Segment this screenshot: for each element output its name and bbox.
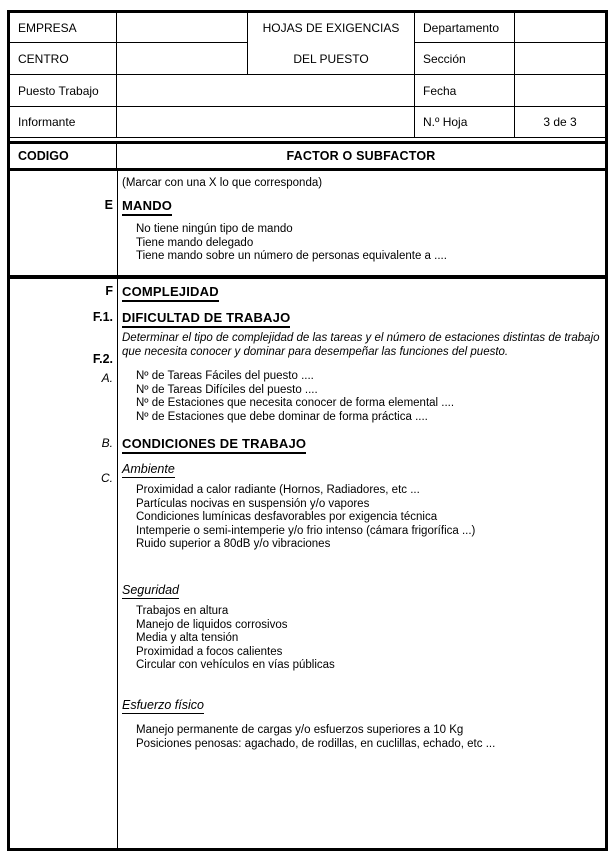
mando-item: Tiene mando sobre un número de personas equivalente a .... — [136, 250, 447, 262]
ambiente-item: Partículas nocivas en suspensión y/o vapores — [136, 497, 370, 510]
esfuerzo-item: Manejo permanente de cargas y/o esfuerzos superiores a 10 Kg — [136, 724, 464, 736]
num-hoja-label: N.º Hoja — [415, 107, 515, 138]
ambiente-items — [136, 484, 475, 552]
esfuerzo-item: Posiciones penosas: agachado, de rodillas, en cuclillas, echado, etc ... — [136, 737, 496, 750]
code-b: B. — [101, 436, 113, 450]
form-page — [7, 10, 608, 851]
code-f: F — [105, 284, 113, 298]
seguridad-item: Trabajos en altura — [136, 605, 229, 617]
codigo-column-header: CODIGO — [10, 144, 117, 168]
code-column-divider — [117, 171, 118, 848]
seguridad-heading: Seguridad — [122, 583, 179, 597]
centro-label: CENTRO — [10, 43, 117, 75]
tareas-item: Nº de Tareas Difíciles del puesto .... — [136, 383, 318, 396]
puesto-trabajo-value-cell — [117, 75, 415, 107]
informante-value-cell — [117, 107, 415, 138]
code-f1: F.1. — [92, 310, 113, 324]
seguridad-item: Proximidad a focos calientes — [136, 645, 283, 658]
tareas-item: Nº de Estaciones que debe dominar de forma práctica .... — [136, 410, 428, 423]
ambiente-item: Ruido superior a 80dB y/o vibraciones — [136, 538, 331, 550]
tareas-items — [136, 370, 454, 424]
seguridad-items — [136, 605, 335, 673]
form-body — [10, 171, 605, 848]
form-title — [248, 13, 415, 75]
form-title-line2: DEL PUESTO — [293, 51, 369, 66]
seguridad-item: Circular con vehículos en vías públicas — [136, 659, 335, 671]
header-table — [10, 13, 605, 138]
mando-item: No tiene ningún tipo de mando — [136, 223, 293, 235]
section-divider — [10, 275, 605, 279]
tareas-item: Nº de Estaciones que necesita conocer de forma elemental .... — [136, 397, 455, 409]
ambiente-item: Condiciones lumínicas desfavorables por exigencia técnica — [136, 511, 438, 523]
esfuerzo-items — [136, 724, 495, 751]
tareas-item: Nº de Tareas Fáciles del puesto .... — [136, 370, 314, 382]
dificultad-heading: DIFICULTAD DE TRABAJO — [122, 310, 290, 328]
mando-items — [136, 223, 447, 264]
seccion-label: Sección — [415, 43, 515, 75]
empresa-value-cell — [117, 13, 248, 43]
code-c: C. — [101, 471, 113, 485]
num-hoja-value: 3 de 3 — [515, 107, 605, 138]
condiciones-heading: CONDICIONES DE TRABAJO — [122, 436, 306, 454]
ambiente-heading: Ambiente — [122, 462, 175, 476]
seguridad-item: Media y alta tensión — [136, 632, 239, 644]
mando-item: Tiene mando delegado — [136, 236, 254, 249]
code-a: A. — [101, 371, 113, 385]
centro-value-cell — [117, 43, 248, 75]
fecha-value-cell — [515, 75, 605, 107]
fecha-label: Fecha — [415, 75, 515, 107]
departamento-label: Departamento — [415, 13, 515, 43]
code-f2: F.2. — [92, 352, 113, 366]
departamento-value-cell — [515, 13, 605, 43]
table-header-row — [10, 141, 605, 171]
seccion-value-cell — [515, 43, 605, 75]
ambiente-item: Intemperie o semi-intemperie y/o frio intenso (cámara frigorífica ...) — [136, 524, 476, 537]
informante-label: Informante — [10, 107, 117, 138]
puesto-trabajo-label: Puesto Trabajo — [10, 75, 117, 107]
mando-heading: MANDO — [122, 198, 172, 216]
factor-column-header: FACTOR O SUBFACTOR — [286, 149, 436, 163]
dificultad-description: Determinar el tipo de complejidad de las tareas y el número de estaciones distintas de trabajo que necesita conocer y dominar para desempeñar las funciones del puesto. — [122, 332, 600, 358]
mark-x-note: (Marcar con una X lo que corresponda) — [122, 177, 323, 189]
code-e: E — [104, 198, 113, 212]
empresa-label: EMPRESA — [10, 13, 117, 43]
ambiente-item: Proximidad a calor radiante (Hornos, Radiadores, etc ... — [136, 484, 420, 496]
form-title-line1: HOJAS DE EXIGENCIAS — [262, 20, 400, 35]
complejidad-heading: COMPLEJIDAD — [122, 284, 219, 302]
seguridad-item: Manejo de liquidos corrosivos — [136, 618, 288, 631]
esfuerzo-fisico-heading: Esfuerzo físico — [122, 698, 204, 712]
